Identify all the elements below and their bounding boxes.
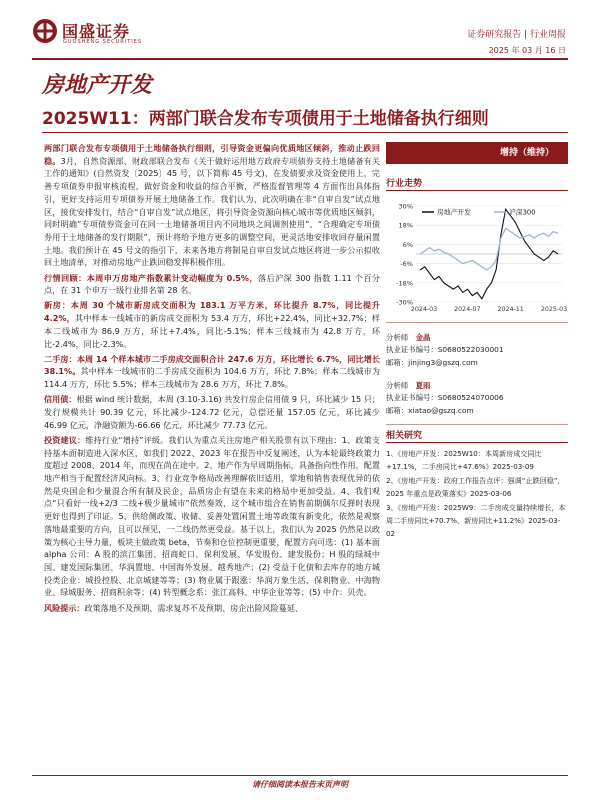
body-paragraph	[44, 299, 380, 350]
body-paragraph	[44, 142, 380, 269]
paragraph-lead: 行情回顾：本周申万房地产指数累计变动幅度为 0.5%，	[44, 272, 259, 283]
title-divider	[42, 132, 568, 133]
paragraph-text: 根据 wind 统计数据，本周 (3.10-3.16) 共发行房企信用债 9 只，环比减少 15 只；发行规模共计 90.39 亿元，环比减少-124.72 亿元，总偿还量 157.05 亿元，环比减少 46.99 亿元，净融资额为-66.66 亿元，环比减少 77.73 亿元。	[44, 394, 380, 430]
paragraph-lead: 风险提示：	[44, 602, 85, 613]
report-title: 2025W11：两部门联合发布专项债用于土地储备执行细则	[42, 109, 489, 129]
trend-heading: 行业走势	[386, 179, 423, 189]
related-item[interactable]: 1、《房地产开发：2025W10：本周新房成交同比+17.1%，二手房同比+47.6%》2025-03-09	[386, 449, 542, 471]
chart-bottom-divider	[386, 322, 568, 323]
analyst-block-1	[386, 332, 504, 369]
x-tick-label: 2024-11	[497, 306, 524, 313]
paragraph-lead: 新房：本周 30 个城市新房成交面积为 183.1 万平方米，环比提升 8.7%，同比提升 4.2%，	[44, 300, 380, 324]
analyst-role: 分析师	[386, 381, 409, 390]
y-tick-label: -18%	[396, 279, 413, 288]
report-date: 2025 年 03 月 16 日	[488, 46, 566, 55]
footer-disclaimer: 请仔细阅读本报告末页声明	[252, 780, 348, 789]
analyst-role: 分析师	[386, 333, 409, 342]
analyst-email[interactable]: 邮箱：jinjing3@gszq.com	[386, 357, 478, 367]
report-type: 证券研究报告 | 行业周报	[467, 30, 566, 40]
logo-text-cn: 国盛证券	[62, 22, 131, 41]
category-title: 房地产开发	[42, 73, 153, 98]
body-paragraph	[44, 434, 380, 599]
analyst-block-2	[386, 380, 504, 417]
analyst-name: 金晶	[415, 333, 431, 342]
legend-label: 沪深300	[509, 208, 536, 217]
paragraph-lead: 信用债：	[44, 394, 77, 405]
paragraph-text: 落后沪深 300 指数 1.11 个百分点，在 31 个申万一级行业排名第 28 名。	[44, 272, 380, 296]
rating-badge: 增持（维持）	[386, 142, 568, 164]
logo-text-en: GUOSHENG SECURITIES	[63, 39, 143, 45]
y-tick-label: -6%	[400, 260, 413, 269]
footer-divider	[32, 775, 568, 776]
x-tick-label: 2025-03	[540, 306, 568, 313]
paragraph-text: 维持行业“增持”评级。我们认为重点关注房地产相关股票有以下理由：1、政策支持基本面制造进入深水区，如我们 2022、2023 年在报告中反复阐述，认为本轮最终政策力度超过 2008、2014 年，而现在尚在途中。2、地产作为早周期指标，具备指向性作用，配置地产相当于配置经济风向标。3、行业竞争格局改善理解依旧适用，掌地和销售表现优异的依然是央国企和少量混合所有制及民企，品质房企有望在未来的格局中更加受益。4、我们观点“只看好一线+2/3 二线+极少量城市”依然奏效，这个城市组合在销售前期偶尔反弹时表现更好也得到了印证。5、供给侧政策、收储、妥善处置闲置土地等政策有新变化，依然是观察落地最重要的方向，且可以预见，一二线仍然更受益。基于以上，我们认为 2025 仍然是以政策为核心主导力量，板块主做政策 beta，节奏和仓位控制更重要，配置方向可选：(1) 基本面 alpha 公司：A 股的滨江集团、招商蛇口、保利发展、华发股份、建发股份；H 股的绿城中国、建发国际集团、华润置地、中国海外发展、越秀地产；(2) 受益于化债和去库存的地方城投类企业：城投控股、北京城建等等；(3) 物业属于跟涨：华润万象生活、保利物业、中海物业、绿城服务、招商积余等；(4) 转型概念系：张江高科、中华企业等等；(5) 中介：贝壳。	[44, 434, 380, 598]
report-body	[44, 142, 380, 617]
paragraph-lead: 二手房：本周 14 个样本城市二手房成交面积合计 247.6 万方，环比增长 6.7%，同比增长 38.1%。	[44, 353, 380, 377]
analyst-name: 夏雨	[415, 381, 431, 390]
legend-label: 房地产开发	[437, 208, 471, 217]
body-paragraph	[44, 272, 380, 297]
analyst-bottom-divider	[386, 424, 568, 425]
analyst-cert: 执业证书编号：S0680522030001	[386, 345, 504, 355]
body-paragraph	[44, 353, 380, 391]
related-heading: 相关研究	[386, 431, 423, 441]
related-item[interactable]: 3、《房地产开发：2025W9：二手房成交量持续增长，本周二手房同比+70.7%，新房同比+11.2%》2025-03-02	[386, 503, 566, 538]
y-tick-label: 6%	[402, 240, 413, 249]
paragraph-lead: 投资建议：	[44, 434, 86, 445]
paragraph-lead: 两部门联合发布专项债用于土地储备执行细则，引导资金更偏向优质地区倾斜，推动止跌回稳。	[44, 143, 380, 166]
company-logo	[32, 18, 162, 50]
analyst-cert: 执业证书编号：S0680524070006	[386, 393, 504, 403]
trend-chart	[386, 196, 568, 318]
paragraph-text: 其中样本一线城市的新房成交面积为 53.4 万方，环比+22.4%，同比+32.7%；样本二线城市为 86.9 万方，环比+7.4%，同比-5.1%；样本三线城市为 42.8 万方，环比-2.4%，同比-2.3%。	[44, 313, 380, 349]
related-divider	[386, 442, 568, 443]
x-tick-label: 2024-07	[454, 306, 481, 313]
paragraph-text: 3月，自然资源部、财政部联合发布《关于做好运用地方政府专项债券支持土地储备有关工作的通知》(自然资发〔2025〕45 号，以下简称 45 号文)，在发债要求及资金使用上，完善专项债券申报审核流程，做好资金和收益的综合平衡，严格监督管理等 4 方面作出具体指引，更好支持运用专项债券开展土地储备工作。我们认为，此次明确在非“自审自发”试点地区，接优安排发行，结合“自审自发”试点地区，将引导资金资源向核心城市等优质地区倾斜，同时明确“专项债券资金可在同一土地储备项目内不同地块之间调剂使用”、“合理确定专项债券用于土地储备的发行期限”，预计将给予地方更多的调整空间，更灵活地安排收回存量闲置土地。我们预计在 45 号文的指引下，未来各地方将制是自审自发试点地区将进一步公示拟收回土地清单，对推动房地产止跌回稳发挥积极作用。	[44, 155, 380, 268]
x-tick-label: 2024-03	[410, 306, 438, 313]
trend-divider	[386, 190, 568, 191]
body-paragraph	[44, 393, 380, 431]
analyst-email[interactable]: 邮箱：xiatao@gszq.com	[386, 405, 474, 415]
paragraph-text: 其中样本一线城市的二手房成交面积为 104.6 万方，环比 7.8%；样本二线城市为 114.4 万方，环比 5.5%；样本三线城市为 28.6 万方，环比 7.8%。	[44, 366, 380, 390]
y-tick-label: -30%	[396, 298, 413, 307]
y-tick-label: 30%	[398, 202, 413, 211]
y-tick-label: 18%	[398, 221, 413, 230]
related-list	[386, 448, 568, 542]
header-divider	[32, 58, 568, 60]
related-item[interactable]: 2、《房地产开发：政府工作报告点评：强调“止跌回稳”，2025 年重点是政策落实》2025-03-06	[386, 476, 565, 498]
paragraph-text: 政策落地不及预期、需求复苏不及预期、房企出险风险蔓延、	[84, 602, 304, 613]
body-paragraph	[44, 602, 380, 615]
logo-mark-icon	[32, 18, 58, 44]
